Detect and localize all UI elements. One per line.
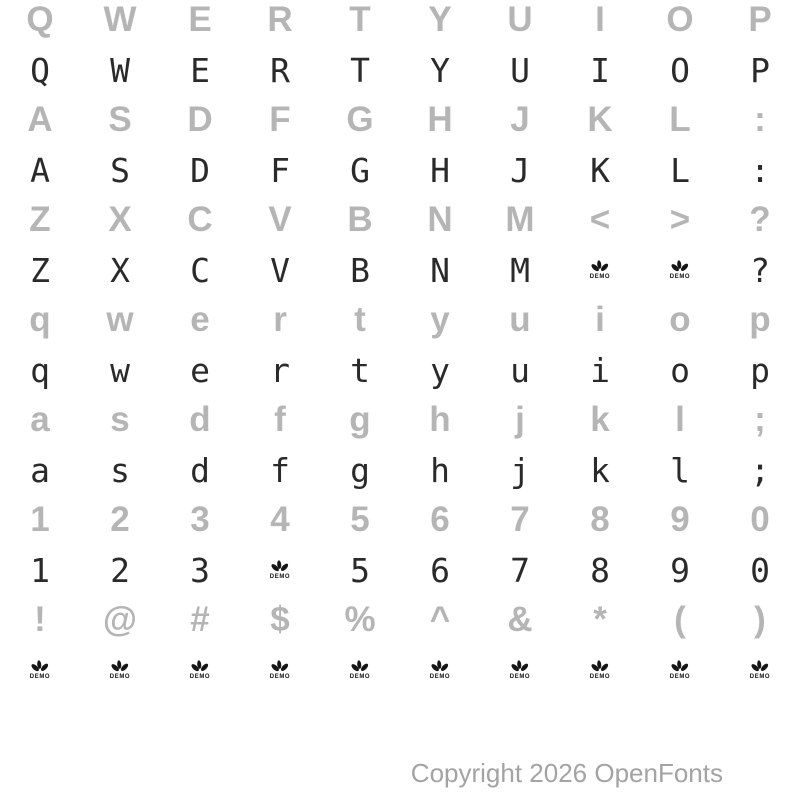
demo-font-glyph: Y [430, 50, 450, 90]
demo-petals-icon [590, 660, 610, 673]
demo-font-glyph: C [190, 250, 210, 290]
demo-font-glyph: t [350, 350, 370, 390]
reference-font-glyph: X [108, 200, 132, 239]
reference-font-glyph: Z [29, 200, 51, 239]
reference-font-glyph: # [190, 600, 210, 639]
reference-font-glyph: Y [428, 0, 452, 39]
demo-font-glyph: y [430, 350, 450, 390]
demo-font-glyph: W [110, 50, 130, 90]
demo-font-glyph: Q [30, 50, 50, 90]
reference-font-glyph: 9 [670, 500, 690, 539]
demo-font-glyph: E [190, 50, 210, 90]
demo-font-glyph [720, 645, 800, 695]
demo-font-glyph: ? [750, 250, 770, 290]
demo-placeholder-glyph [190, 660, 210, 680]
reference-font-glyph: U [507, 0, 533, 39]
demo-label: DEMO [109, 674, 131, 680]
demo-label: DEMO [589, 274, 611, 280]
demo-font-glyph: s [110, 450, 130, 490]
demo-font-glyph: 1 [30, 550, 50, 590]
reference-font-glyph: & [507, 600, 533, 639]
reference-font-glyph: 0 [750, 500, 770, 539]
demo-font-glyph [640, 645, 720, 695]
demo-font-glyph: o [670, 350, 690, 390]
reference-font-glyph: 7 [510, 500, 530, 539]
demo-font-glyph: f [270, 450, 290, 490]
demo-font-glyph: I [590, 50, 610, 90]
reference-font-glyph: O [666, 0, 694, 39]
reference-font-glyph: 1 [30, 500, 50, 539]
demo-font-glyph: B [350, 250, 370, 290]
reference-font-glyph: A [27, 100, 53, 139]
demo-label: DEMO [589, 674, 611, 680]
demo-label: DEMO [29, 674, 51, 680]
demo-petals-icon [670, 660, 690, 673]
demo-placeholder-glyph [750, 660, 770, 680]
demo-font-glyph: K [590, 150, 610, 190]
reference-font-glyph: C [187, 200, 213, 239]
demo-petals-icon [270, 560, 290, 573]
demo-font-glyph: J [510, 150, 530, 190]
demo-font-glyph: 8 [590, 550, 610, 590]
reference-font-glyph: P [748, 0, 772, 39]
demo-font-glyph: j [510, 450, 530, 490]
reference-font-glyph: @ [102, 600, 138, 639]
demo-placeholder-glyph [590, 660, 610, 680]
demo-label: DEMO [749, 674, 771, 680]
demo-placeholder-glyph [110, 660, 130, 680]
demo-font-glyph [240, 545, 320, 595]
reference-font-glyph: J [510, 100, 530, 139]
demo-petals-icon [590, 260, 610, 273]
demo-petals-icon [670, 260, 690, 273]
demo-font-glyph: H [430, 150, 450, 190]
demo-font-glyph [320, 645, 400, 695]
reference-font-glyph: M [505, 200, 535, 239]
demo-petals-icon [510, 660, 530, 673]
reference-font-glyph: g [349, 400, 371, 439]
demo-petals-icon [350, 660, 370, 673]
demo-font-glyph: i [590, 350, 610, 390]
demo-font-glyph: F [270, 150, 290, 190]
demo-font-glyph: L [670, 150, 690, 190]
reference-font-glyph: r [273, 300, 287, 339]
demo-font-glyph: ; [750, 450, 770, 490]
reference-font-glyph: $ [270, 600, 290, 639]
reference-font-glyph: ( [674, 600, 686, 639]
reference-font-glyph: N [427, 200, 453, 239]
demo-font-glyph: r [270, 350, 290, 390]
reference-font-glyph: H [427, 100, 453, 139]
demo-font-glyph: 5 [350, 550, 370, 590]
demo-font-glyph: D [190, 150, 210, 190]
copyright-text: Copyright 2026 OpenFonts [410, 758, 723, 788]
demo-font-glyph: 9 [670, 550, 690, 590]
demo-petals-icon [270, 660, 290, 673]
reference-font-glyph: I [595, 0, 605, 39]
demo-font-glyph: : [750, 150, 770, 190]
demo-font-glyph: 7 [510, 550, 530, 590]
reference-font-glyph: Q [26, 0, 54, 39]
reference-font-glyph: ; [754, 400, 766, 439]
reference-font-glyph: 8 [590, 500, 610, 539]
demo-font-glyph: e [190, 350, 210, 390]
reference-font-glyph: E [188, 0, 212, 39]
reference-font-glyph: ! [34, 600, 46, 639]
demo-font-glyph: h [430, 450, 450, 490]
demo-placeholder-glyph [510, 660, 530, 680]
demo-font-glyph [400, 645, 480, 695]
demo-font-glyph: N [430, 250, 450, 290]
demo-font-glyph [480, 645, 560, 695]
demo-placeholder-glyph [670, 260, 690, 280]
demo-font-glyph: d [190, 450, 210, 490]
reference-font-glyph: < [589, 200, 611, 239]
reference-font-glyph: > [669, 200, 691, 239]
demo-font-glyph: 0 [750, 550, 770, 590]
reference-font-glyph: 5 [350, 500, 370, 539]
reference-font-glyph: q [29, 300, 51, 339]
demo-placeholder-glyph [30, 660, 50, 680]
demo-font-glyph: w [110, 350, 130, 390]
reference-font-glyph: u [509, 300, 531, 339]
reference-font-glyph: w [106, 300, 134, 339]
demo-placeholder-glyph [350, 660, 370, 680]
demo-font-glyph: l [670, 450, 690, 490]
demo-petals-icon [430, 660, 450, 673]
reference-font-glyph: S [108, 100, 132, 139]
reference-font-glyph: R [267, 0, 293, 39]
demo-font-glyph: P [750, 50, 770, 90]
demo-font-glyph: u [510, 350, 530, 390]
demo-label: DEMO [509, 674, 531, 680]
demo-placeholder-glyph [590, 260, 610, 280]
demo-font-glyph: A [30, 150, 50, 190]
reference-font-glyph: d [189, 400, 211, 439]
reference-font-glyph: t [354, 300, 366, 339]
demo-label: DEMO [349, 674, 371, 680]
reference-font-glyph: i [595, 300, 605, 339]
demo-petals-icon [750, 660, 770, 673]
demo-font-glyph: M [510, 250, 530, 290]
reference-font-glyph: y [430, 300, 450, 339]
demo-font-glyph: g [350, 450, 370, 490]
demo-petals-icon [110, 660, 130, 673]
demo-placeholder-glyph [270, 560, 290, 580]
demo-font-glyph [560, 245, 640, 295]
demo-font-glyph: 2 [110, 550, 130, 590]
demo-font-glyph: q [30, 350, 50, 390]
reference-font-glyph: 2 [110, 500, 130, 539]
reference-font-glyph: L [669, 100, 691, 139]
demo-placeholder-glyph [430, 660, 450, 680]
reference-font-glyph: G [346, 100, 374, 139]
reference-font-glyph: D [187, 100, 213, 139]
demo-font-glyph: k [590, 450, 610, 490]
reference-font-glyph: 4 [270, 500, 290, 539]
reference-font-glyph: B [347, 200, 373, 239]
demo-font-glyph: X [110, 250, 130, 290]
demo-font-glyph: 3 [190, 550, 210, 590]
reference-font-glyph: a [30, 400, 50, 439]
reference-font-glyph: k [590, 400, 610, 439]
reference-font-glyph: : [754, 100, 766, 139]
demo-placeholder-glyph [670, 660, 690, 680]
demo-font-glyph [240, 645, 320, 695]
reference-font-glyph: f [274, 400, 286, 439]
demo-placeholder-glyph [270, 660, 290, 680]
demo-font-glyph [560, 645, 640, 695]
demo-font-glyph [80, 645, 160, 695]
reference-font-glyph: ^ [429, 600, 451, 639]
demo-font-glyph: G [350, 150, 370, 190]
demo-font-glyph: U [510, 50, 530, 90]
reference-font-glyph: % [344, 600, 376, 639]
reference-font-glyph: p [749, 300, 771, 339]
demo-font-glyph: 6 [430, 550, 450, 590]
demo-label: DEMO [429, 674, 451, 680]
demo-font-glyph: Z [30, 250, 50, 290]
demo-label: DEMO [669, 674, 691, 680]
demo-font-glyph: R [270, 50, 290, 90]
reference-font-glyph: h [429, 400, 451, 439]
reference-font-glyph: ? [749, 200, 771, 239]
reference-font-glyph: F [269, 100, 291, 139]
demo-font-glyph [640, 245, 720, 295]
reference-font-glyph: T [349, 0, 371, 39]
reference-font-glyph: K [587, 100, 613, 139]
demo-petals-icon [30, 660, 50, 673]
demo-font-glyph: a [30, 450, 50, 490]
demo-label: DEMO [269, 574, 291, 580]
demo-petals-icon [190, 660, 210, 673]
reference-font-glyph: s [110, 400, 130, 439]
demo-font-glyph [0, 645, 80, 695]
reference-font-glyph: 6 [430, 500, 450, 539]
reference-font-glyph: 3 [190, 500, 210, 539]
reference-font-glyph: e [190, 300, 210, 339]
reference-font-glyph: * [593, 600, 607, 639]
reference-font-glyph: V [268, 200, 292, 239]
demo-font-glyph: V [270, 250, 290, 290]
demo-font-glyph: T [350, 50, 370, 90]
reference-font-glyph: l [675, 400, 685, 439]
reference-font-glyph: W [103, 0, 137, 39]
demo-label: DEMO [189, 674, 211, 680]
demo-label: DEMO [669, 274, 691, 280]
demo-font-glyph: O [670, 50, 690, 90]
demo-font-glyph: S [110, 150, 130, 190]
demo-font-glyph: p [750, 350, 770, 390]
reference-font-glyph: o [669, 300, 691, 339]
demo-label: DEMO [269, 674, 291, 680]
reference-font-glyph: j [515, 400, 525, 439]
demo-font-glyph [160, 645, 240, 695]
reference-font-glyph: ) [754, 600, 766, 639]
